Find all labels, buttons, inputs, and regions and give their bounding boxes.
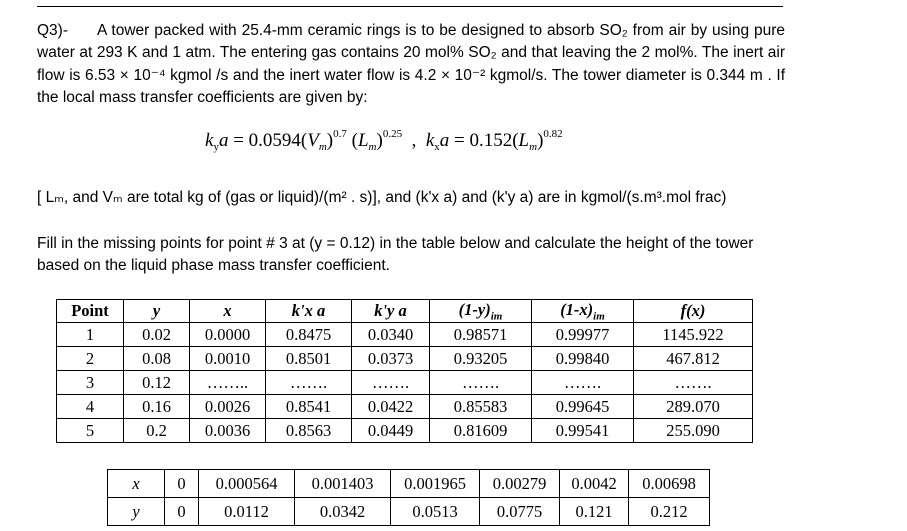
missing-cell: ……. [266, 371, 352, 395]
table-cell: 0.8501 [266, 347, 352, 371]
table-cell: 5 [57, 419, 124, 443]
table-cell: 0.212 [629, 498, 710, 526]
header-kxa: k'x a [266, 300, 352, 323]
xy-row-y [108, 498, 710, 526]
missing-cell: ……. [634, 371, 753, 395]
vm-exponent: 0.7 [333, 128, 347, 140]
data-table [56, 299, 753, 443]
header-kya: k'y a [352, 300, 430, 323]
units-note: [ Lₘ, and Vₘ are total kg of (gas or liquid)/(m² . s)], and (k'x a) and (k'y a) are in kgmol/(s.m³.mol frac) [37, 189, 727, 206]
table-cell: 0.93205 [430, 347, 532, 371]
xy-row-x [108, 470, 710, 498]
missing-cell: ……. [352, 371, 430, 395]
kya-coefficient: 0.0594 [248, 130, 301, 151]
table-cell: 0.99977 [532, 323, 634, 347]
top-rule [37, 6, 783, 7]
table-cell: 0.0340 [352, 323, 430, 347]
table-cell: 0.81609 [430, 419, 532, 443]
equilibrium-xy-table [107, 469, 710, 526]
table-cell: 0.0026 [190, 395, 266, 419]
table-cell: 0.08 [124, 347, 190, 371]
table-cell: 0.000564 [199, 470, 295, 498]
table-cell: 0.12 [124, 371, 190, 395]
table-cell: 2 [57, 347, 124, 371]
table-row [57, 419, 753, 443]
table-cell: 0.001403 [295, 470, 391, 498]
table-cell: 467.812 [634, 347, 753, 371]
table-cell: 0.2 [124, 419, 190, 443]
table-cell: 0.98571 [430, 323, 532, 347]
table-cell: 0.8541 [266, 395, 352, 419]
table-cell: 0.0373 [352, 347, 430, 371]
header-y: y [124, 300, 190, 323]
table-cell: 0.0112 [199, 498, 295, 526]
missing-cell: …….. [190, 371, 266, 395]
table-cell: 0.121 [560, 498, 629, 526]
table-cell: 0.02 [124, 323, 190, 347]
table-row [57, 371, 753, 395]
table-cell: 0.00279 [480, 470, 560, 498]
header-x: x [190, 300, 266, 323]
problem-text: A tower packed with 25.4-mm ceramic rings is to be designed to absorb SO₂ from air by using pure water at 293 K and 1 atm. The entering gas contains 20 mol% SO₂ and that leaving the 2 mol%. The inert air flow is 6.53 × 10⁻⁴ kgmol /s and the inert water flow is 4.2 × 10⁻² kgmol/s. The tower diameter is 0.344 m . If the local mass transfer coefficients are given by: [37, 22, 785, 106]
table-cell: 0.0342 [295, 498, 391, 526]
table-cell: 0.00698 [629, 470, 710, 498]
kxa-exponent: 0.82 [543, 128, 563, 140]
header-point: Point [57, 300, 124, 323]
table-cell: 255.090 [634, 419, 753, 443]
table-cell: 0 [165, 470, 199, 498]
table-cell: 0.99541 [532, 419, 634, 443]
fill-instructions: Fill in the missing points for point # 3 at (y = 0.12) in the table below and calculate the height of the tower based on the liquid phase mass transfer coefficient. [37, 235, 754, 275]
table-cell: 0.8475 [266, 323, 352, 347]
table-cell: 0.0036 [190, 419, 266, 443]
table-cell: 0.85583 [430, 395, 532, 419]
table-cell: 4 [57, 395, 124, 419]
missing-cell: ……. [532, 371, 634, 395]
y-row-label: y [108, 498, 165, 526]
mass-transfer-formula: $k_ya = 0.0594(V_m)^{0.7}$ $(L_m)^{0.25}$ , $k_xa = 0.152(L_m)^{0.82}$ [205, 128, 563, 153]
table-cell: 0.16 [124, 395, 190, 419]
table-cell: 0.99840 [532, 347, 634, 371]
lm-exponent: 0.25 [382, 128, 403, 140]
table-row [57, 323, 753, 347]
table-cell: 0.001965 [391, 470, 480, 498]
problem-statement [37, 20, 785, 109]
table-cell: 0.0513 [391, 498, 480, 526]
table-cell: 0.99645 [532, 395, 634, 419]
table-cell: 0.0010 [190, 347, 266, 371]
table-cell: 0.0042 [560, 470, 629, 498]
table-cell: 0.8563 [266, 419, 352, 443]
table-cell: 1145.922 [634, 323, 753, 347]
header-fx: f(x) [634, 300, 753, 323]
table-cell: 289.070 [634, 395, 753, 419]
table-cell: 1 [57, 323, 124, 347]
table-cell: 0.0422 [352, 395, 430, 419]
kxa-coefficient: 0.152 [469, 130, 513, 151]
header-one-minus-y-im: $(1-y)_{im}$ [430, 300, 532, 323]
table-cell: 0 [165, 498, 199, 526]
header-one-minus-x-im: $(1-x)_{im}$ [532, 300, 634, 323]
table-row [57, 347, 753, 371]
x-row-label: x [108, 470, 165, 498]
table-row [57, 395, 753, 419]
table-cell: 0.0449 [352, 419, 430, 443]
data-table-header-row [57, 300, 753, 323]
table-cell: 0.0775 [480, 498, 560, 526]
missing-cell: ……. [430, 371, 532, 395]
table-cell: 0.0000 [190, 323, 266, 347]
question-number: Q3)- [37, 22, 68, 39]
table-cell: 3 [57, 371, 124, 395]
